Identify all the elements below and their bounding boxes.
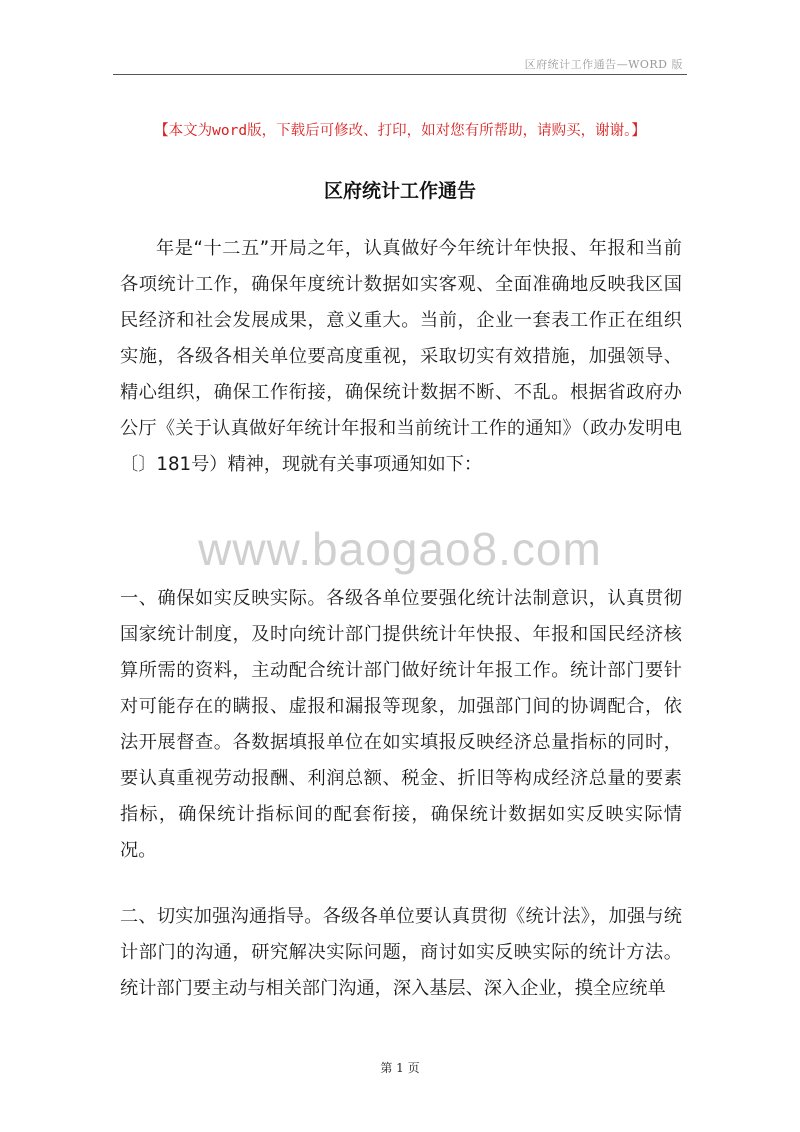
header-divider (113, 74, 687, 75)
paragraph-intro: 年是“十二五”开局之年，认真做好今年统计年快报、年报和当前各项统计工作，确保年度统计数据如实客观、全面准确地反映我区国民经济和社会发展成果，意义重大。当前，企业一套表工作正在组织实施，各级各相关单位要高度重视，采取切实有效措施，加强领导、精心组织，确保工作衔接，确保统计数据不断、不乱。根据省政府办公厅《关于认真做好年统计年报和当前统计工作的通知》（政办发明电〔〕181号）精神，现就有关事项通知如下： (120, 238, 682, 475)
paragraph-section-1: 一、确保如实反映实际。各级各单位要强化统计法制意识，认真贯彻国家统计制度，及时向统计部门提供统计年快报、年报和国民经济核算所需的资料，主动配合统计部门做好统计年报工作。统计部门要针对可能存在的瞒报、虚报和漏报等现象，加强部门间的协调配合，依法开展督查。各数据填报单位在如实填报反映经济总量指标的同时，要认真重视劳动报酬、利润总额、税金、折旧等构成经济总量的要素指标，确保统计指标间的配套衔接，确保统计数据如实反映实际情况。 (120, 588, 682, 861)
watermark: www.baogao8.com (198, 523, 602, 575)
paragraph-section-2: 二、切实加强沟通指导。各级各单位要认真贯彻《统计法》，加强与统计部门的沟通，研究解决实际问题，商讨如实反映实际的统计方法。统计部门要主动与相关部门沟通，深入基层、深入企业，摸全应统单 (120, 906, 682, 999)
download-notice: 【本文为word版，下载后可修改、打印，如对您有所帮助，请购买，谢谢。】 (154, 123, 646, 139)
document-title: 区府统计工作通告 (323, 180, 476, 202)
running-header: 区府统计工作通告—WORD 版 (524, 58, 683, 71)
page-number: 第 1 页 (380, 1061, 420, 1075)
